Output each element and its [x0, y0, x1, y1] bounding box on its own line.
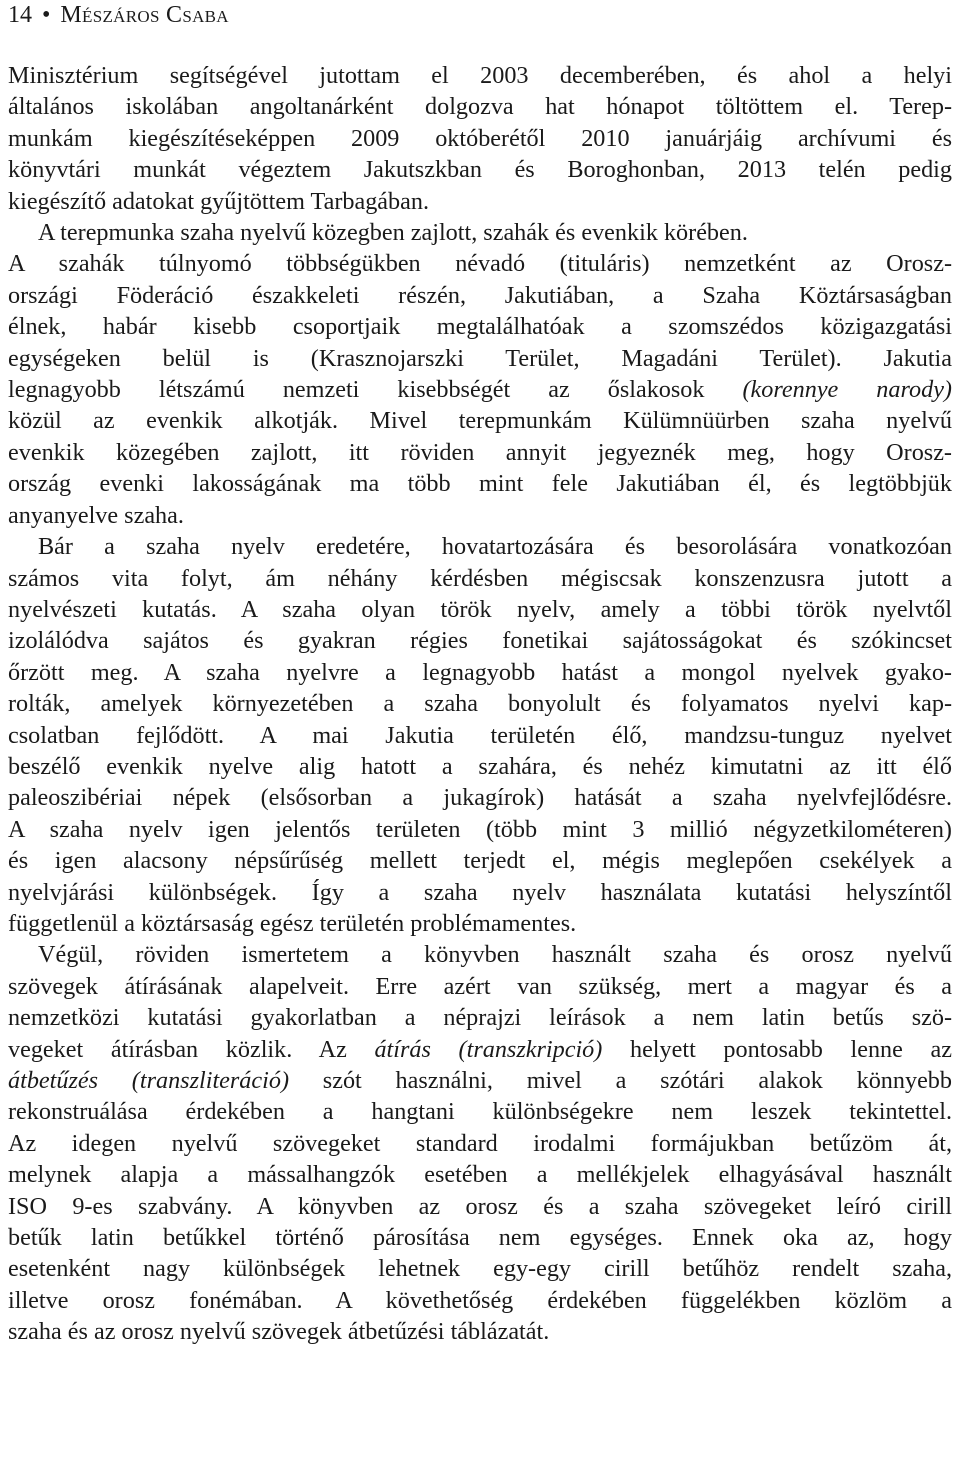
text-line: evenkik közegében zajlott, itt röviden annyit jegyeznék meg, hogy Orosz- [8, 438, 952, 466]
text-line: A szaha nyelv igen jelentős területen (több mint 3 millió négyzetkilométeren) [8, 815, 952, 843]
text-line: és igen alacsony népsűrűség mellett terjedt el, mégis meglepően csekélyek a [8, 847, 952, 875]
text-line: rolták, amelyek környezetében a szaha bonyolult és folyamatos nyelvi kap- [8, 690, 952, 718]
text-segment: szót használni, mivel a szótári alakok könnyebb [289, 1067, 952, 1094]
text-line: egységeken belül is (Krasznojarszki Terület, Magadáni Terület). Jakutia [8, 344, 952, 372]
text-line: esetenként nagy különbségek lehetnek egy-egy cirill betűhöz rendelt szaha, [8, 1255, 952, 1283]
text-line: könyvtári munkát végeztem Jakutszkban és Boroghonban, 2013 telén pedig [8, 156, 952, 184]
paragraph-4 [8, 939, 952, 1347]
text-line: A szahák túlnyomó többségükben névadó (tituláris) nemzetként az Orosz- [8, 250, 952, 278]
text-line: ország evenki lakosságának ma több mint fele Jakutiában él, és legtöbbjük [8, 470, 952, 498]
text-line: Minisztérium segítségével jutottam el 2003 decemberében, és ahol a helyi [8, 62, 952, 89]
text-line-with-italic [8, 1034, 952, 1065]
text-line: rekonstruálása érdekében a hangtani különbségekre nem leszek tekintettel. [8, 1098, 952, 1126]
text-segment: vegeket átírásban közlik. Az [8, 1035, 375, 1063]
text-line: szaha és az orosz nyelvű szövegek átbetűzési táblázatát. [8, 1318, 550, 1346]
text-line: közül az evenkik alkotják. Mivel terepmunkám Külümnüürben szaha nyelvű [8, 407, 952, 435]
text-line: élnek, habár kisebb csoportjaik megtalálhatóak a szomszédos közigazgatási [8, 313, 952, 341]
paragraph-3 [8, 531, 952, 939]
text-line: betűk latin betűkkel történő párosítása nem egységes. Ennek oka az, hogy [8, 1224, 952, 1252]
text-line: nyelvészeti kutatás. A szaha olyan török nyelv, amely a többi török nyelvtől [8, 595, 952, 623]
text-line: munkám kiegészítéseképpen 2009 októberétől 2010 januárjáig archívumi és [8, 124, 952, 152]
book-page [8, 0, 952, 1348]
text-line: izolálódva sajátos és gyakran régies fonetikai sajátosságokat és szókincset [8, 627, 952, 655]
body-text [8, 60, 952, 1348]
text-line-with-italic [8, 1065, 952, 1096]
text-line: melynek alapja a mássalhangzók esetében a mellékjelek elhagyásával használt [8, 1161, 952, 1189]
page-number: 14 [8, 2, 32, 28]
text-segment: legnagyobb létszámú nemzeti kisebbségét az őslakosok [8, 376, 743, 404]
text-line: számos vita folyt, ám néhány kérdésben mégiscsak konszenzusra jutott a [8, 564, 952, 592]
text-line: ISO 9-es szabvány. A könyvben az orosz és a szaha szövegeket leíró cirill [8, 1192, 952, 1220]
italic-term: átírás (transzkripció) [374, 1035, 603, 1063]
text-line-with-italic [8, 374, 952, 405]
text-line: nemzetközi kutatási gyakorlatban a néprajzi leírások a nem latin betűs szö- [8, 1004, 952, 1032]
text-line: anyanyelve szaha. [8, 501, 184, 529]
paragraph-2 [8, 217, 952, 531]
italic-term: átbetűzés (transzliteráció) [8, 1067, 290, 1094]
text-line: beszélő evenkik nyelve alig hatott a szahára, és nehéz kimutatni az itt élő [8, 752, 952, 780]
text-line: általános iskolában angoltanárként dolgozva hat hónapot töltöttem el. Terep- [8, 93, 952, 121]
text-line: Bár a szaha nyelv eredetére, hovatartozására és besorolására vonatkozóan [38, 533, 952, 561]
text-line: Végül, röviden ismertetem a könyvben használt szaha és orosz nyelvű [38, 941, 952, 969]
italic-term: (korennye narody) [742, 376, 952, 404]
text-line: Az idegen nyelvű szövegeket standard irodalmi formájukban betűzöm át, [8, 1129, 952, 1157]
text-line: illetve orosz fonémában. A követhetőség érdekében függelékben közlöm a [8, 1286, 952, 1314]
author-name: Mészáros Csaba [60, 2, 229, 28]
paragraph-1 [8, 60, 952, 217]
text-line: kiegészítő adatokat gyűjtöttem Tarbagában. [8, 187, 430, 215]
text-line: A terepmunka szaha nyelvű közegben zajlott, szahák és evenkik körében. [38, 219, 748, 247]
header-separator: • [42, 2, 51, 28]
text-line: paleoszibériai népek (elsősorban a jukagírok) hatását a szaha nyelvfejlődésre. [8, 784, 952, 812]
text-line: őrzött meg. A szaha nyelvre a legnagyobb hatást a mongol nyelvek gyako- [8, 658, 952, 686]
text-segment: helyett pontosabb lenne az [602, 1035, 952, 1063]
text-line: függetlenül a köztársaság egész területén problémamentes. [8, 909, 577, 937]
text-line: országi Föderáció északkeleti részén, Jakutiában, a Szaha Köztársaságban [8, 281, 952, 309]
text-line: nyelvjárási különbségek. Így a szaha nyelv használata kutatási helyszíntől [8, 878, 952, 906]
running-header [8, 0, 952, 30]
text-line: szövegek átírásának alapelveit. Erre azért van szükség, mert a magyar és a [8, 972, 952, 1000]
text-line: csolatban fejlődött. A mai Jakutia területén élő, mandzsu-tunguz nyelvet [8, 721, 952, 749]
